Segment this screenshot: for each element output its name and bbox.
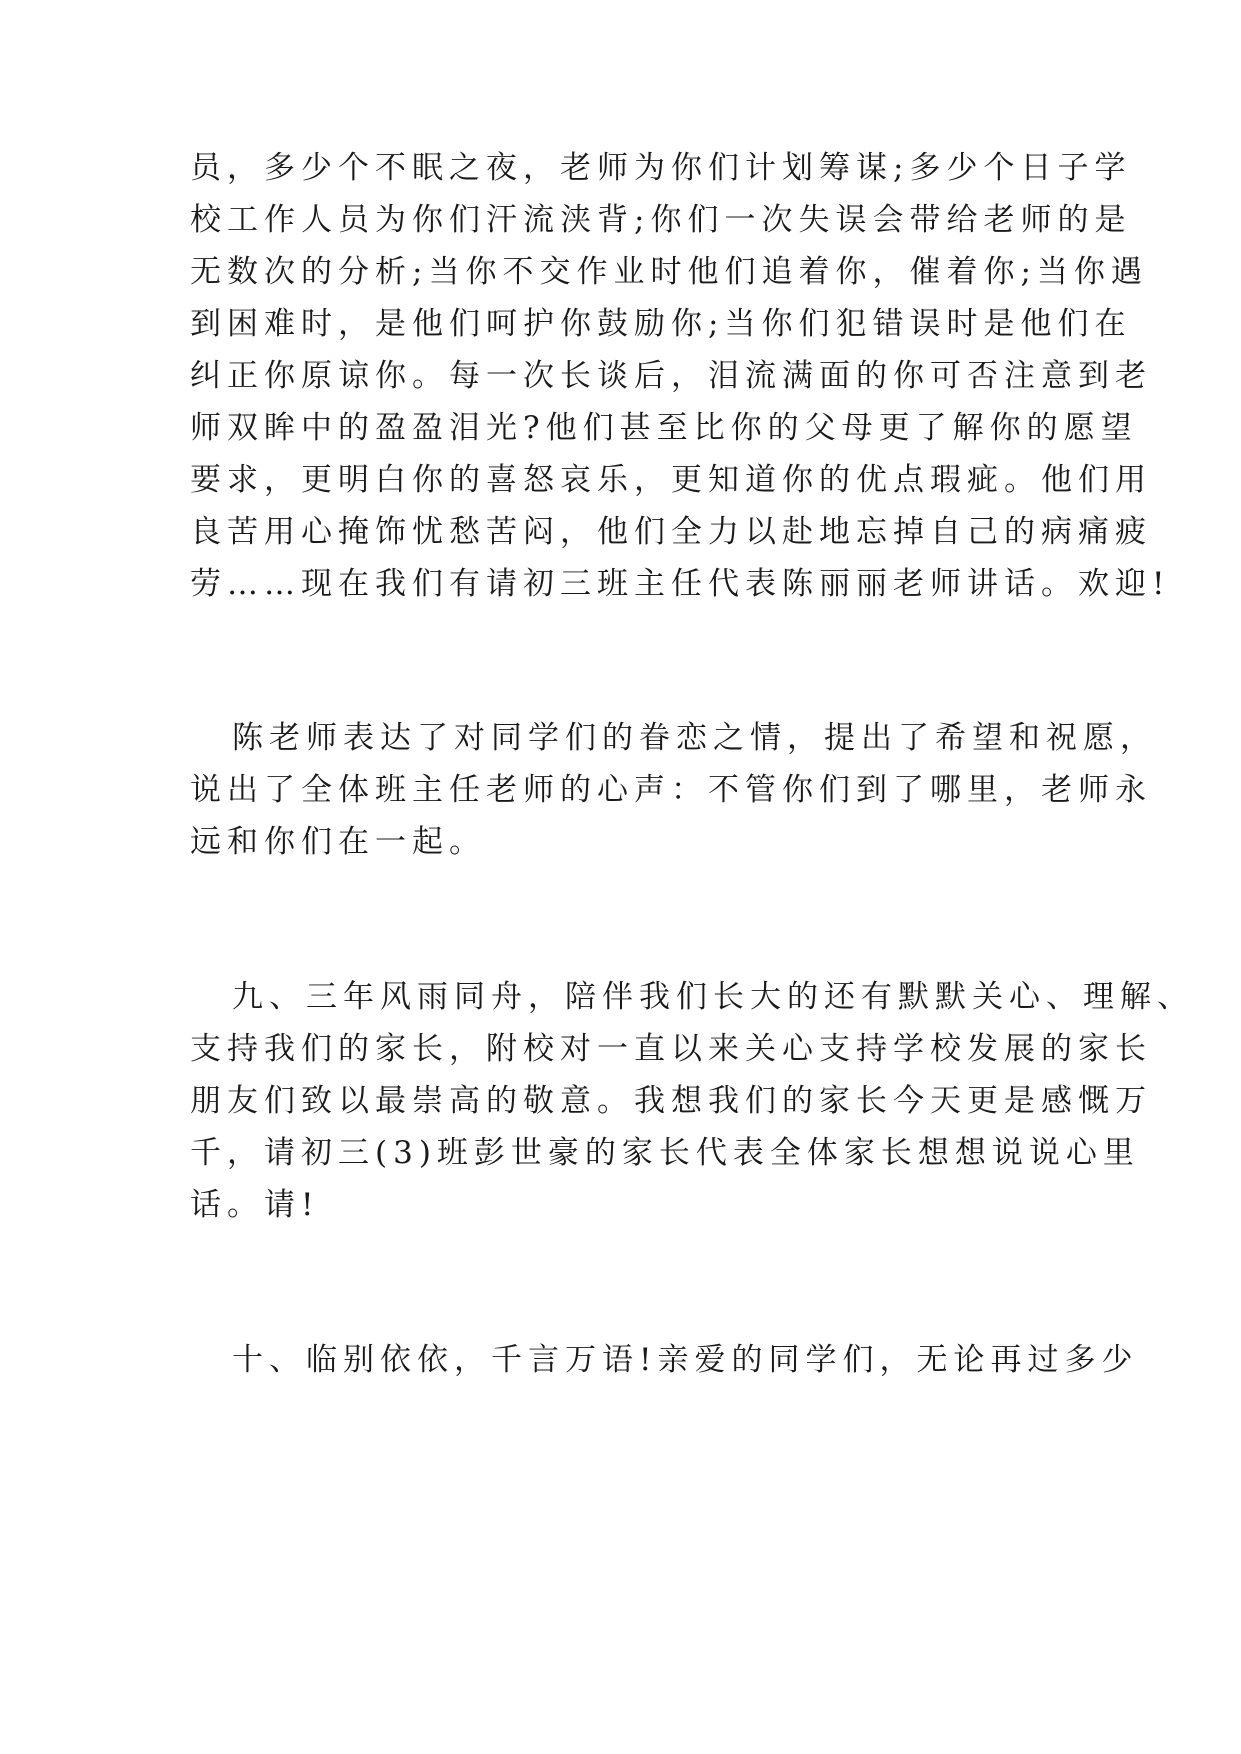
text-line: 校工作人员为你们汗流浃背;你们一次失误会带给老师的是 <box>190 202 1132 238</box>
text-line: 朋友们致以最崇高的敬意。我想我们的家长今天更是感慨万 <box>190 1083 1152 1119</box>
text-line: 话。请! <box>190 1187 320 1223</box>
text-line: 员，多少个不眠之夜，老师为你们计划筹谋;多少个日子学 <box>190 150 1132 186</box>
text-line: 支持我们的家长，附校对一直以来关心支持学校发展的家长 <box>190 1031 1152 1067</box>
text-line: 劳……现在我们有请初三班主任代表陈丽丽老师讲话。欢迎! <box>190 566 1171 602</box>
text-line: 要求，更明白你的喜怒哀乐，更知道你的优点瑕疵。他们用 <box>190 462 1152 498</box>
text-line: 十、临别依依，千言万语!亲爱的同学们，无论再过多少 <box>232 1342 1139 1378</box>
text-line: 无数次的分析;当你不交作业时他们追着你，催着你;当你遇 <box>190 254 1148 290</box>
text-line: 到困难时，是他们呵护你鼓励你;当你们犯错误时是他们在 <box>190 306 1132 342</box>
text-line: 纠正你原谅你。每一次长谈后，泪流满面的你可否注意到老 <box>190 358 1152 394</box>
text-line: 千，请初三(3)班彭世豪的家长代表全体家长想想说说心里 <box>190 1135 1140 1171</box>
text-line: 陈老师表达了对同学们的眷恋之情，提出了希望和祝愿， <box>232 720 1157 756</box>
text-line: 师双眸中的盈盈泪光?他们甚至比你的父母更了解你的愿望 <box>190 410 1138 446</box>
text-line: 良苦用心掩饰忧愁苦闷，他们全力以赴地忘掉自己的病痛疲 <box>190 514 1152 550</box>
text-line: 说出了全体班主任老师的心声：不管你们到了哪里，老师永 <box>190 772 1152 808</box>
text-line: 远和你们在一起。 <box>190 824 486 860</box>
text-line: 九、三年风雨同舟，陪伴我们长大的还有默默关心、理解、 <box>232 979 1194 1015</box>
